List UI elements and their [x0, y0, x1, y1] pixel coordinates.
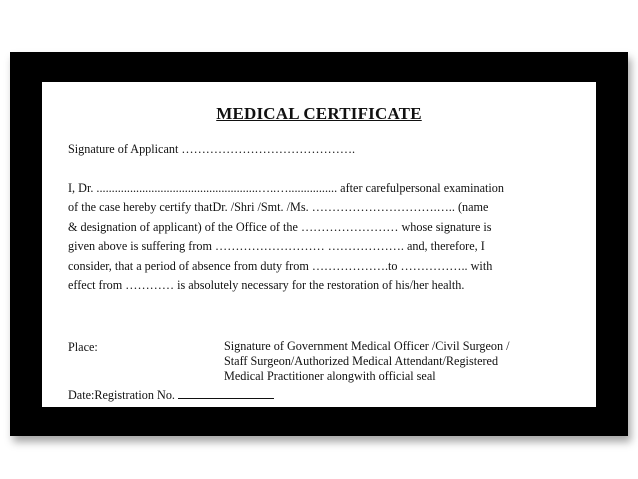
place-label: Place:	[68, 340, 98, 354]
date-registration-label: Date:Registration No.	[68, 388, 175, 402]
officer-signature-block	[224, 339, 510, 384]
registration-blank	[178, 387, 274, 399]
officer-signature-line: Medical Practitioner alongwith official seal	[224, 369, 436, 383]
paragraph-line: I, Dr. .....................................................…..…................ after carefulpersonal examination	[68, 181, 504, 195]
applicant-signature-line: Signature of Applicant …………………………………….	[68, 142, 356, 156]
certification-paragraph	[68, 179, 574, 295]
certificate-sheet	[42, 82, 596, 407]
officer-signature-line: Signature of Government Medical Officer /Civil Surgeon /	[224, 339, 510, 353]
paragraph-line: consider, that a period of absence from duty from ……………….to …………….. with	[68, 258, 493, 273]
paragraph-line: & designation of applicant) of the Office of the …………………… whose signature is	[68, 219, 492, 234]
paragraph-line: effect from ………… is absolutely necessary for the restoration of his/her health.	[68, 278, 465, 293]
officer-signature-line: Staff Surgeon/Authorized Medical Attendant/Registered	[224, 354, 499, 368]
paragraph-line: given above is suffering from ……………………… ………………. and, therefore, I	[68, 239, 485, 254]
paragraph-line: of the case hereby certify thatDr. /Shri /Smt. /Ms. ………………………….….. (name	[68, 200, 489, 215]
certificate-title: MEDICAL CERTIFICATE	[216, 104, 422, 123]
date-registration-line	[68, 387, 274, 403]
